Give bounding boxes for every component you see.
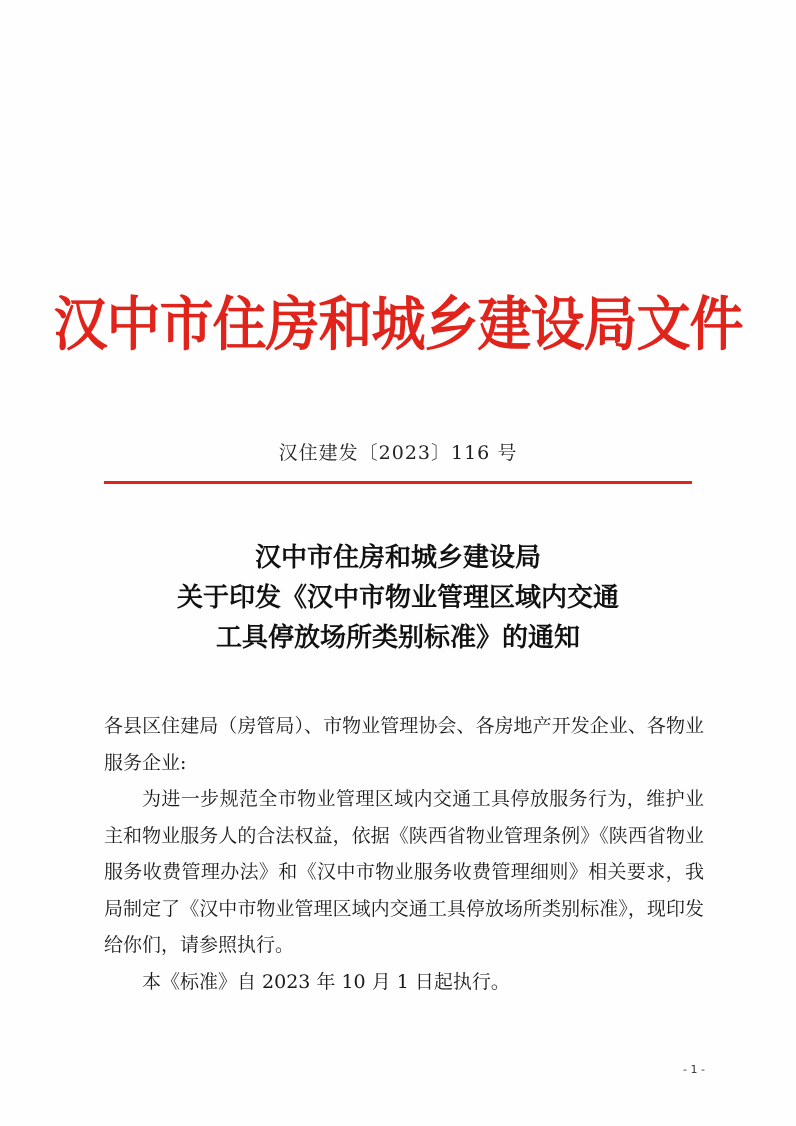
notice-title-line-1: 汉中市住房和城乡建设局 [254,543,541,573]
body-paragraph-1: 为进一步规范全市物业管理区域内交通工具停放服务行为，维护业主和物业服务人的合法权益，依据《陕西省物业管理条例》《陕西省物业服务收费管理办法》和《汉中市物业服务收费管理细则》相关要求，我局制定了《汉中市物业管理区域内交通工具停放场所类别标准》，现印发给你们，请参照执行。 [104,788,704,956]
document-number: 汉住建发〔2023〕116 号 [278,442,518,464]
notice-title-line-2: 关于印发《汉中市物业管理区域内交通 [176,583,619,613]
page-number: - 1 - [683,1063,705,1076]
body-paragraph-2: 本《标准》自 2023 年 10 月 1 日起执行。 [142,970,510,993]
notice-title [0,538,796,658]
agency-header-title: 汉中市住房和城乡建设局文件 [53,290,743,359]
red-divider-line [104,481,692,484]
addressees: 各县区住建局（房管局）、市物业管理协会、各房地产开发企业、各物业服务企业: [104,715,704,774]
notice-title-line-3: 工具停放场所类别标准》的通知 [215,623,580,653]
notice-body [104,708,704,1000]
